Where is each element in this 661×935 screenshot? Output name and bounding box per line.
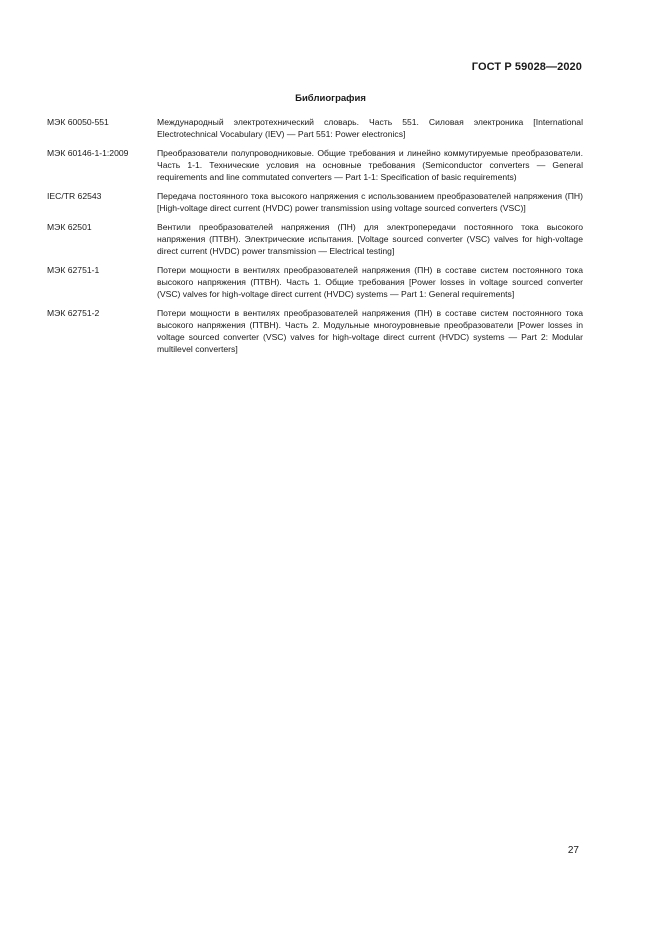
reference-code: МЭК 62751-2 — [47, 308, 100, 318]
reference-title: Вентили преобразователей напряжения (ПН) для электропередачи постоянного тока высокого напряжения (ПТВН). Электрические испытания. [Voltage sourced converter (VSC) valves for high-voltage direct current (HVDC) power transmission — Electrical testing] — [157, 222, 583, 256]
reference-title: Передача постоянного тока высокого напряжения с использованием преобразователей напряжения (ПН) [High-voltage direct current (HVDC) power transmission using voltage sourced converters (VSC)] — [157, 191, 583, 213]
bibliography-title: Библиография — [295, 93, 366, 104]
reference-code: МЭК 62501 — [47, 222, 92, 232]
reference-code: МЭК 62751-1 — [47, 265, 100, 275]
bibliography-entry — [47, 264, 583, 300]
reference-code: МЭК 60146-1-1:2009 — [47, 148, 129, 158]
bibliography-entry — [47, 221, 583, 257]
bibliography-entry — [47, 190, 583, 214]
reference-title: Потери мощности в вентилях преобразователей напряжения (ПН) в составе систем постоянного тока высокого напряжения (ПТВН). Часть 2. Модульные многоуровневые преобразователи [Power losses in voltage sourced converter (VSC) valves for high-voltage direct current (HVDC) systems — Part 2: Modular multilevel converters] — [157, 308, 583, 354]
reference-code: МЭК 60050-551 — [47, 117, 109, 127]
reference-code: IEC/TR 62543 — [47, 191, 102, 201]
bibliography-entry — [47, 147, 583, 183]
bibliography-entry — [47, 116, 583, 140]
page-number: 27 — [567, 845, 579, 856]
bibliography-entry — [47, 307, 583, 355]
reference-title: Преобразователи полупроводниковые. Общие требования и линейно коммутируемые преобразователи. Часть 1-1. Технические условия на основные требования (Semiconductor converters — General requirements and line commutated converters — Part 1-1: Specification of basic requirements) — [157, 148, 583, 182]
reference-title: Международный электротехнический словарь. Часть 551. Силовая электроника [International Electrotechnical Vocabulary (IEV) — Part 551: Power electronics] — [157, 117, 583, 139]
bibliography-list — [47, 116, 583, 362]
standard-designation: ГОСТ Р 59028—2020 — [471, 61, 582, 73]
reference-title: Потери мощности в вентилях преобразователей напряжения (ПН) в составе систем постоянного тока высокого напряжения (ПТВН). Часть 1. Общие требования [Power losses in voltage sourced converter (VSC) valves for high-voltage direct current (HVDC) systems — Part 1: General requirements] — [157, 265, 583, 299]
